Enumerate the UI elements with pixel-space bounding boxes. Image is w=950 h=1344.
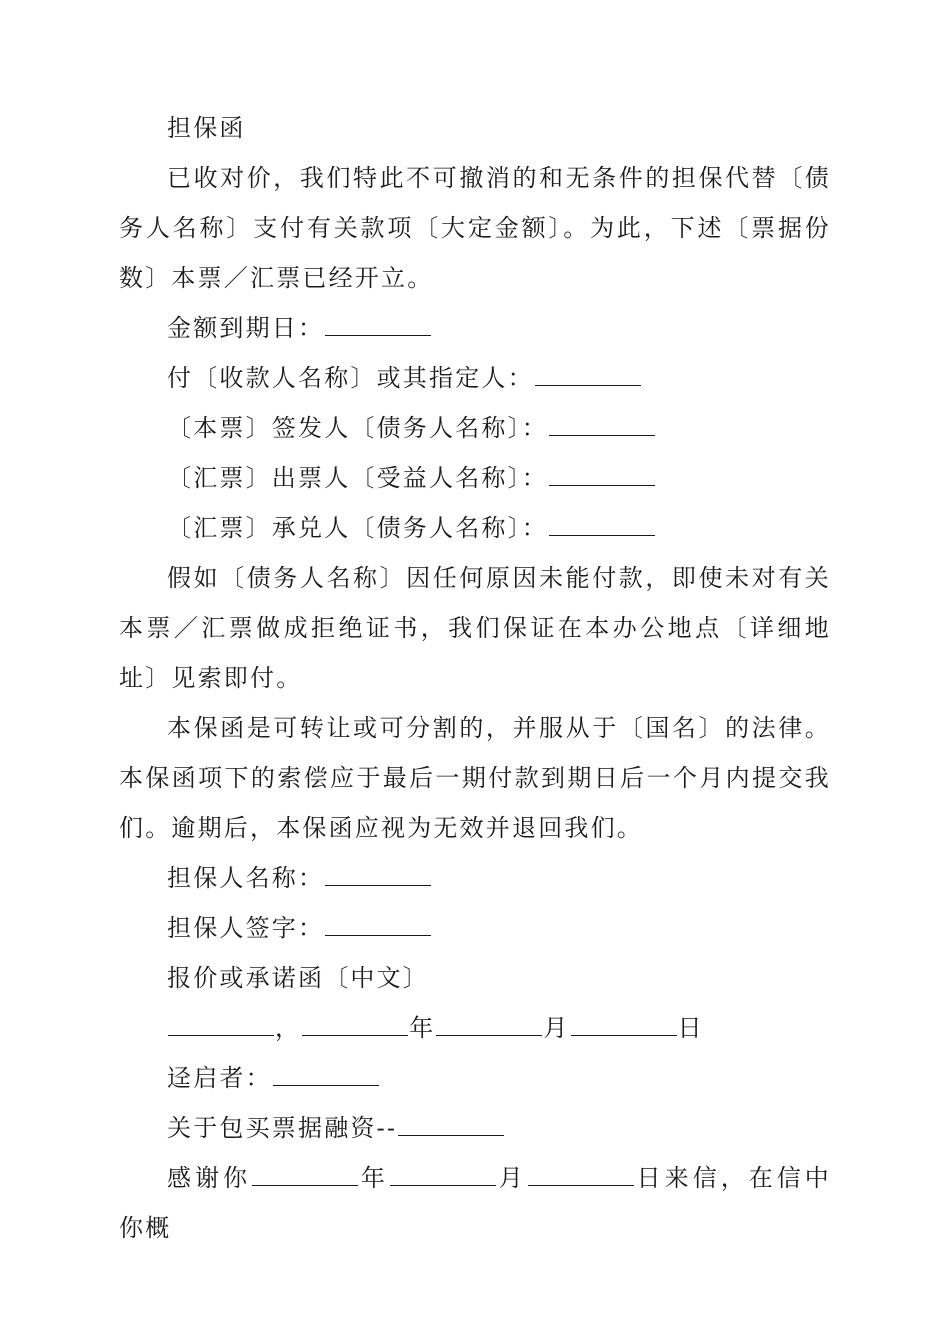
date-month-label: 月 [543, 1014, 570, 1042]
date-line [119, 1003, 831, 1053]
date-year-label: 年 [409, 1014, 436, 1042]
field-drawer [119, 453, 831, 503]
field-guarantor-name [119, 853, 831, 903]
field-label: 迳启者： [167, 1064, 272, 1092]
blank-line [325, 863, 431, 886]
field-label: 担保人签字： [167, 914, 325, 942]
paragraph-guarantee-terms: 已收对价，我们特此不可撤消的和无条件的担保代替〔债务人名称〕支付有关款项〔大定金额〕。为此，下述〔票据份数〕本票／汇票已经开立。 [119, 164, 831, 292]
field-acceptor [119, 503, 831, 553]
offer-letter-title: 报价或承诺函〔中文〕 [167, 964, 429, 992]
blank-line [549, 513, 655, 536]
blank-line [549, 413, 655, 436]
blank-line [398, 1113, 504, 1136]
document-title: 担保函 [167, 114, 246, 142]
document-body [119, 103, 831, 1253]
blank-line [528, 1163, 634, 1186]
field-label: 付〔收款人名称〕或其指定人： [167, 364, 534, 392]
blank-line [273, 1063, 379, 1086]
blank-line [325, 913, 431, 936]
thanks-prefix: 感谢你 [167, 1164, 252, 1192]
paragraph-payment-guarantee: 假如〔债务人名称〕因任何原因未能付款，即使未对有关本票／汇票做成拒绝证书，我们保证在本办公地点〔详细地址〕见索即付。 [119, 564, 831, 692]
thanks-line [119, 1153, 831, 1253]
field-label: 〔汇票〕出票人〔受益人名称〕： [167, 464, 548, 492]
field-note-maker [119, 403, 831, 453]
blank-line [252, 1163, 358, 1186]
thanks-suffix: 日来信，在信中你概 [119, 1164, 832, 1242]
blank-line [436, 1013, 542, 1036]
field-label: 〔汇票〕承兑人〔债务人名称〕： [167, 514, 548, 542]
field-label: 金额到期日： [167, 314, 325, 342]
blank-line [535, 363, 641, 386]
blank-line [549, 463, 655, 486]
date-day-label: 日 [677, 1014, 704, 1042]
blank-line [168, 1013, 274, 1036]
field-guarantor-signature [119, 903, 831, 953]
field-label: 〔本票〕签发人〔债务人名称〕： [167, 414, 548, 442]
paragraph-transferability: 本保函是可转让或可分割的，并服从于〔国名〕的法律。本保函项下的索偿应于最后一期付款到期日后一个月内提交我们。逾期后，本保函应视为无效并退回我们。 [119, 714, 831, 842]
field-label: 关于包买票据融资-- [167, 1114, 398, 1142]
field-label: 担保人名称： [167, 864, 325, 892]
blank-line [302, 1013, 408, 1036]
thanks-month-label: 月 [496, 1164, 527, 1192]
field-due-date [119, 303, 831, 353]
date-comma: ， [275, 1014, 302, 1042]
blank-line [325, 313, 431, 336]
blank-line [390, 1163, 496, 1186]
field-subject [119, 1103, 831, 1153]
field-addressee [119, 1053, 831, 1103]
thanks-year-label: 年 [359, 1164, 389, 1192]
blank-line [571, 1013, 677, 1036]
field-payee [119, 353, 831, 403]
